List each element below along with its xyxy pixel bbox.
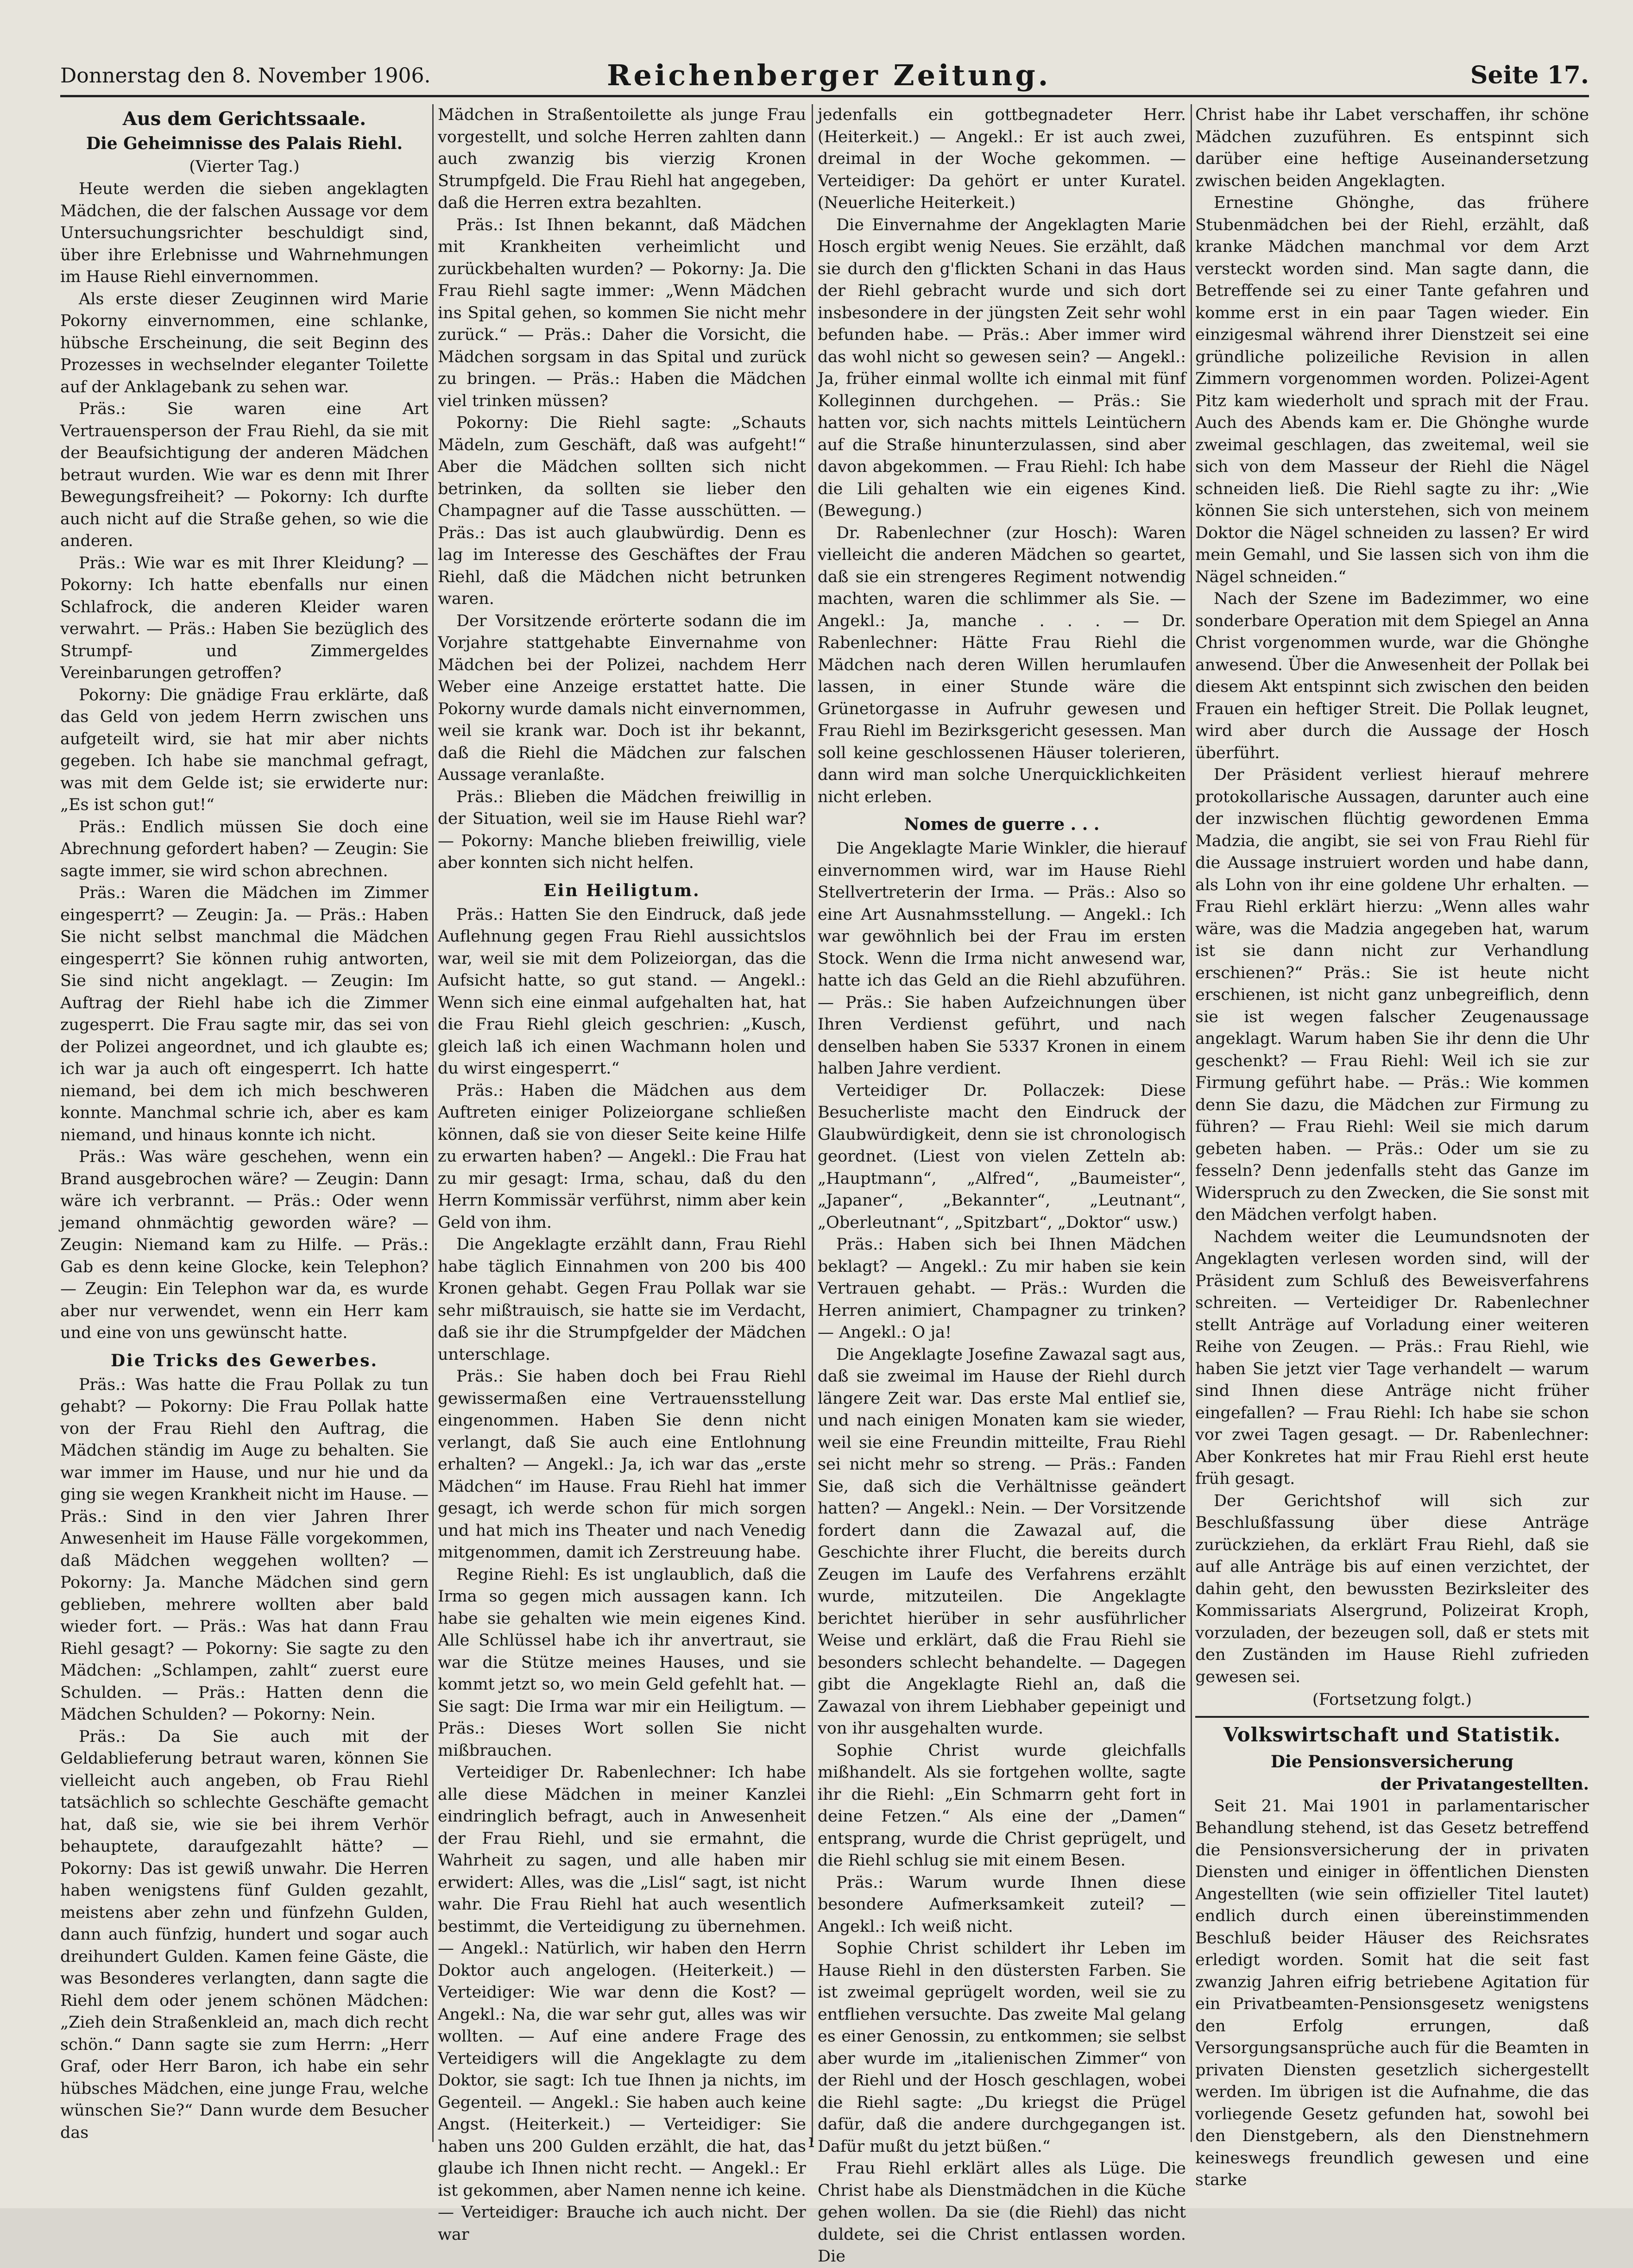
- paragraph: Nach der Szene im Badezimmer, wo eine sonderbare Operation mit dem Spiegel an Anna Christ vorgenommen wurde, war die Ghönghe anwesend. Über die Anwesenheit der Pollak bei diesem Akt entspinnt sich zwischen den beiden Frauen ein heftiger Streit. Die Pollak leugnet, wird aber durch die Aussage der Hosch überführt.: [1195, 590, 1589, 762]
- paragraph: Regine Riehl: Es ist unglaublich, daß die Irma so gegen mich aussagen kann. Ich habe sie gehalten wie mein eigenes Kind. Alle Schlüssel habe ich ihr anvertraut, sie war die Stütze meines Hauses, und sie kommt jetzt so, wo mein Geld gefehlt hat. — Sie sagt: Die Irma war mir ein Heiligtum. — Präs.: Dieses Wort sollen Sie nicht mißbrauchen.: [438, 1565, 806, 1760]
- paragraph: Präs.: Blieben die Mädchen freiwillig in der Situation, weil sie im Hause Riehl war? — Pokorny: Manche blieben freiwillig, viele aber konnten sich nicht helfen.: [438, 787, 806, 872]
- page-header: [60, 56, 1589, 107]
- article-title-line-2: der Privatangestellten.: [1380, 1775, 1589, 1794]
- subsection-heading: Nomes de guerre . . .: [904, 815, 1100, 834]
- paragraph: Verteidiger Dr. Rabenlechner: Ich habe alle diese Mädchen in meiner Kanzlei eindringlich befragt, auch in Anwesenheit der Frau Riehl, und sie ermahnt, die Wahrheit zu sagen, und alle haben mir erwidert: Alles, was die „Lisl“ sagt, ist nicht wahr. Die Frau Riehl hat auch wesentlich bestimmt, die Verteidigung zu übernehmen. — Angekl.: Natürlich, wir haben den Herrn Doktor auch angelogen. (Heiterkeit.) — Verteidiger: Wie war denn die Kost? — Angekl.: Na, die war sehr gut, alles was wir wollten. — Auf eine andere Frage des Verteidigers will die Angeklagte zu dem Doktor, sie sagt: Ich tue Ihnen ja nichts, im Gegenteil. — Angekl.: Sie haben auch keine Angst. (Heiterkeit.) — Verteidiger: Sie haben uns 200 Gulden erzählt, die hat, das glaube ich Ihnen nicht recht. — Angekl.: Er ist gekommen, aber Namen nenne ich keine. — Verteidiger: Brauche ich auch nicht. Der war: [438, 1763, 806, 2244]
- paragraph: jedenfalls ein gottbegnadeter Herr. (Heiterkeit.) — Angekl.: Er ist auch zwei, dreimal in der Woche gekommen. — Verteidiger: Da gehört er unter Kuratel. (Neuerliche Heiterkeit.): [818, 106, 1186, 212]
- paragraph: Der Präsident verliest hierauf mehrere protokollarische Aussagen, darunter auch eine der inzwischen flüchtig gewordenen Emma Madzia, die angibt, sie sei von Frau Riehl für die Aussage instruiert worden und habe dann, als Lohn von ihr eine goldene Uhr erhalten. — Frau Riehl erklärt hierzu: „Wenn alles wahr wäre, was die Madzia angegeben hat, warum ist sie dann nicht zur Verhandlung erschienen?“ Präs.: Sie ist heute nicht erschienen, ist nicht ganz unbegreiflich, denn sie ist wegen falscher Zeugenaussage angeklagt. Warum haben Sie ihr denn die Uhr geschenkt? — Frau Riehl: Weil ich sie zur Firmung geführt habe. — Präs.: Wie kommen denn Sie dazu, die Mädchen zur Firmung zu führen? — Frau Riehl: Weil sie mich darum gebeten haben. — Präs.: Oder um sie zu fesseln? Denn jedenfalls steht das Ganze im Widerspruch zu den Zwecken, die Sie sonst mit den Mädchen verfolgt haben.: [1195, 766, 1589, 1224]
- paragraph: Ernestine Ghönghe, das frühere Stubenmädchen bei der Riehl, erzählt, daß kranke Mädchen manchmal vor dem Arzt versteckt worden sind. Man sagte dann, die Betreffende sei zu einer Tante gefahren und komme erst in ein paar Tagen wieder. Ein einzigesmal während ihrer Dienstzeit sei eine gründliche polizeiliche Revision in allen Zimmern vorgenommen worden. Polizei-Agent Pitz kam wiederholt und sprach mit der Frau. Auch des Abends kam er. Die Ghönghe wurde zweimal geschlagen, das zweitemal, weil sie sich von dem Masseur der Riehl die Nägel schneiden ließ. Die Riehl sagte zu ihr: „Wie können Sie sich unterstehen, sich von meinem Doktor die Nägel schneiden zu lassen? Er wird mein Gemahl, und Sie lassen sich von ihm die Nägel schneiden.“: [1195, 194, 1589, 586]
- paragraph: Präs.: Haben sich bei Ihnen Mädchen beklagt? — Angekl.: Zu mir haben sie kein Vertrauen gehabt. — Präs.: Wurden die Herren animiert, Champagner zu trinken? — Angekl.: O ja!: [818, 1235, 1186, 1342]
- paragraph: Nachdem weiter die Leumundsnoten der Angeklagten verlesen worden sind, will der Präsident zum Schluß des Beweisverfahrens schreiten. — Verteidiger Dr. Rabenlechner stellt Anträge auf Vorladung einer weiteren Reihe von Zeugen. — Präs.: Frau Riehl, wie haben Sie jetzt vier Tage verhandelt — warum sind Ihnen diese Anträge nicht früher eingefallen? — Frau Riehl: Ich habe sie schon vor zwei Tagen gesagt. — Dr. Rabenlechner: Aber Konkretes hat mir Frau Riehl erst heute früh gesagt.: [1195, 1227, 1589, 1488]
- paragraph: Der Vorsitzende erörterte sodann die im Vorjahre stattgehabte Einvernahme von Mädchen bei der Polizei, nachdem Herr Weber eine Anzeige erstattet hatte. Die Pokorny wurde damals nicht einvernommen, weil sie krank war. Doch ist ihr bekannt, daß die Riehl die Mädchen zur falschen Aussage veranlaßte.: [438, 611, 806, 784]
- paragraph: Präs.: Wie war es mit Ihrer Kleidung? — Pokorny: Ich hatte ebenfalls nur einen Schlafrock, die anderen Kleider waren verwahrt. — Präs.: Haben Sie bezüglich des Strumpf- und Zimmergeldes Vereinbarungen getroffen?: [60, 553, 429, 682]
- column-2: [438, 104, 806, 2244]
- paragraph: Die Angeklagte Josefine Zawazal sagt aus, daß sie zweimal im Hause der Riehl durch längere Zeit war. Das erste Mal entlief sie, und nach einigen Monaten kam sie wieder, weil sie eine Freundin mitteilte, Frau Riehl sei nicht mehr so streng. — Präs.: Fanden Sie, daß sich die Verhältnisse geändert hatten? — Angekl.: Nein. — Der Vorsitzende fordert dann die Zawazal auf, die Geschichte ihrer Flucht, die bereits durch Zeugen im Laufe des Verfahrens erzählt wurde, mitzuteilen. Die Angeklagte berichtet hierüber in sehr ausführlicher Weise und erklärt, daß die Frau Riehl sie besonders schlecht behandelte. — Dagegen gibt die Angeklagte Riehl an, daß die Zawazal von ihrem Liebhaber gepeinigt und von ihr ausgehalten wurde.: [818, 1345, 1186, 1738]
- article-title: Die Geheimnisse des Palais Riehl.: [86, 134, 403, 153]
- section-heading: Volkswirtschaft und Statistik.: [1195, 1716, 1589, 1748]
- paragraph: Präs.: Endlich müssen Sie doch eine Abrechnung gefordert haben? — Zeugin: Sie sagte immer, sie wird schon abrechnen.: [60, 817, 429, 880]
- paragraph: Verteidiger Dr. Pollaczek: Diese Besucherliste macht den Eindruck der Glaubwürdigkeit, denn sie ist chronologisch geordnet. (Liest von vielen Zetteln ab: „Hauptmann“, „Alfred“, „Baumeister“, „Japaner“, „Bekannter“, „Leutnant“, „Oberleutnant“, „Spitzbart“, „Doktor“ usw.): [818, 1081, 1186, 1232]
- paragraph: Pokorny: Die Riehl sagte: „Schauts Mädeln, zum Geschäft, daß was aufgeht!“ Aber die Mädchen sollten sich nicht betrinken, da sollten sie lieber den Champagner auf die Tasse ausschütten. — Präs.: Das ist auch glaubwürdig. Denn es lag im Interesse des Geschäftes der Frau Riehl, daß die Mädchen nicht betrunken waren.: [438, 414, 806, 608]
- paragraph: Präs.: Was wäre geschehen, wenn ein Brand ausgebrochen wäre? — Zeugin: Dann wäre ich verbrannt. — Präs.: Oder wenn jemand ohnmächtig geworden wäre? — Zeugin: Niemand kam zu Hilfe. — Präs.: Gab es denn keine Glocke, kein Telephon? — Zeugin: Ein Telephon war da, es wurde aber nur verwendet, wenn ein Herr kam und eine von uns gewünscht hatte.: [60, 1148, 429, 1342]
- paragraph: Mädchen in Straßentoilette als junge Frau vorgestellt, und solche Herren zahlten dann auch zwanzig bis vierzig Kronen Strumpfgeld. Die Frau Riehl hat angegeben, daß die Herren extra bezahlten.: [438, 106, 806, 212]
- page-number: Seite 17.: [1470, 61, 1589, 89]
- column-1: [60, 104, 429, 2142]
- article-subtitle: (Vierter Tag.): [189, 157, 300, 176]
- column-divider: [812, 104, 813, 2142]
- paragraph: Heute werden die sieben angeklagten Mädchen, die der falschen Aussage vor dem Untersuchungsrichter beschuldigt sind, über ihre Erlebnisse und Wahrnehmungen im Hause Riehl einvernommen.: [60, 180, 429, 286]
- paragraph: Pokorny: Die gnädige Frau erklärte, daß das Geld von jedem Herrn zwischen uns aufgeteilt wird, sie hat mir aber nichts gegeben. Ich habe sie manchmal gefragt, was mit dem Gelde ist; sie erwiderte nur: „Es ist schon gut!“: [60, 685, 429, 814]
- paragraph: Präs.: Warum wurde Ihnen diese besondere Aufmerksamkeit zuteil? — Angekl.: Ich weiß nicht.: [818, 1873, 1186, 1936]
- paragraph: Als erste dieser Zeuginnen wird Marie Pokorny einvernommen, eine schlanke, hübsche Erscheinung, die seit Beginn des Prozesses in wechselnder eleganter Toilette auf der Anklagebank zu sehen war.: [60, 289, 429, 396]
- paragraph: Präs.: Hatten Sie den Eindruck, daß jede Auflehnung gegen Frau Riehl aussichtslos war, weil sie mit dem Polizeiorgan, das die Aufsicht hatte, so gut stand. — Angekl.: Wenn sich eine einmal aufgehalten hat, hat die Frau Riehl gleich geschrien: „Kusch, gleich laß ich einen Wachmann holen und du wirst eingesperrt.“: [438, 905, 806, 1078]
- paragraph: Die Angeklagte erzählt dann, Frau Riehl habe täglich Einnahmen von 200 bis 400 Kronen gehabt. Gegen Frau Pollak war sie sehr mißtrauisch, sie hatte sie im Verdacht, daß sie ihr die Strumpfgelder der Mädchen unterschlage.: [438, 1235, 806, 1364]
- subsection-heading: Ein Heiligtum.: [543, 880, 700, 900]
- column-divider: [1191, 104, 1192, 2142]
- paragraph: Dr. Rabenlechner (zur Hosch): Waren vielleicht die anderen Mädchen so geartet, daß sie ein strengeres Regiment notwendig machten, waren die schlimmer als Sie. — Angekl.: Ja, manche . . . — Dr. Rabenlechner: Hätte Frau Riehl die Mädchen nach deren Willen herumlaufen lassen, in einer Stunde wäre die Grünetorgasse in Aufruhr gewesen und Frau Riehl im Bezirksgericht gesessen. Man soll keine geschlossenen Häuser tolerieren, dann wird man solche Unerquicklichkeiten nicht erleben.: [818, 523, 1186, 806]
- footer-mark: ı: [808, 2130, 814, 2152]
- newspaper-title: Reichenberger Zeitung.: [607, 58, 1051, 92]
- continuation-note: (Fortsetzung folgt.): [1312, 1690, 1472, 1709]
- paragraph: Sophie Christ wurde gleichfalls mißhandelt. Als sie fortgehen wollte, sagte ihr die Riehl: „Ein Schmarrn geht fort in deine Fetzen.“ Als eine der „Damen“ entsprang, wurde die Christ geprügelt, und die Riehl schlug sie mit einem Besen.: [818, 1741, 1186, 1870]
- paragraph: Sophie Christ schildert ihr Leben im Hause Riehl in den düstersten Farben. Sie ist zweimal geprügelt worden, weil sie zu entfliehen versuchte. Das zweite Mal gelang es einer Genossin, zu entkommen; sie selbst aber wurde im „italienischen Zimmer“ von der Riehl und der Hosch geschlagen, wobei die Riehl sagte: „Du kriegst die Prügel dafür, daß die andere durchgegangen ist. Dafür mußt du jetzt büßen.“: [818, 1939, 1186, 2156]
- article-title: Die Pensionsversicherung: [1270, 1752, 1514, 1772]
- paragraph: Die Einvernahme der Angeklagten Marie Hosch ergibt wenig Neues. Sie erzählt, daß sie durch den g'flickten Schani in das Haus der Riehl gebracht wurde und sich dort insbesondere in der jüngsten Zeit sehr wohl befunden habe. — Präs.: Aber immer wird das wohl nicht so gewesen sein? — Angekl.: Ja, früher einmal wollte ich einmal mit fünf Kolleginnen durchgehen. — Präs.: Sie hatten vor, sich nachts mittels Leintüchern auf die Straße hinunterzulassen, sind aber davon abgekommen. — Frau Riehl: Ich habe die Lili gehalten wie ein eigenes Kind. (Bewegung.): [818, 215, 1186, 520]
- paragraph: Seit 21. Mai 1901 in parlamentarischer Behandlung stehend, ist das Gesetz betreffend die Pensionsversicherung der in privaten Diensten und einiger in öffentlichen Diensten Angestellten (wie sein offizieller Titel lautet) endlich durch einen übereinstimmenden Beschluß beider Häuser des Reichsrates erledigt worden. Somit hat die seit fast zwanzig Jahren eifrig betriebene Agitation für ein Privatbeamten-Pensionsgesetz wenigstens den Erfolg errungen, daß Versorgungsansprüche auch für die Beamten in privaten Diensten gesetzlich sichergestellt werden. Im übrigen ist die Aufnahme, die das vorliegende Gesetz gefunden hat, sowohl bei den Dienstgebern, als den Dienstnehmern keineswegs freundlich gewesen und eine starke: [1195, 1797, 1589, 2189]
- issue-date: Donnerstag den 8. November 1906.: [60, 64, 431, 88]
- header-rule: [60, 95, 1589, 97]
- paragraph: Der Gerichtshof will sich zur Beschlußfassung über diese Anträge zurückziehen, da erklärt Frau Riehl, daß sie auf alle Anträge bis auf einen verzichtet, der dahin geht, den bewussten Bezirksleiter des Kommissariats Alsergrund, Polizeirat Kroph, vorzuladen, der bezeugen soll, daß er stets mit den Zuständen im Hause Riehl zufrieden gewesen sei.: [1195, 1491, 1589, 1686]
- paragraph: Präs.: Was hatte die Frau Pollak zu tun gehabt? — Pokorny: Die Frau Pollak hatte von der Frau Riehl den Auftrag, die Mädchen ständig im Auge zu behalten. Sie war immer im Hause, und nur hie und da ging sie wegen Krankheit nicht im Hause. — Präs.: Sind in den vier Jahren Ihrer Anwesenheit im Hause Fälle vorgekommen, daß Mädchen weggehen wollten? — Pokorny: Ja. Manche Mädchen sind gern geblieben, mehrere wollten aber bald wieder fort. — Präs.: Was hat dann Frau Riehl gesagt? — Pokorny: Sie sagte zu den Mädchen: „Schlampen, zahlt“ zuerst eure Schulden. — Präs.: Hatten denn die Mädchen Schulden? — Pokorny: Nein.: [60, 1375, 429, 1724]
- paragraph: Präs.: Ist Ihnen bekannt, daß Mädchen mit Krankheiten verheimlicht und zurückbehalten wurden? — Pokorny: Ja. Die Frau Riehl sagte immer: „Wenn Mädchen ins Spital gehen, so kommen Sie nicht mehr zurück.“ — Präs.: Daher die Vorsicht, die Mädchen sorgsam in das Spital und zurück zu bringen. — Präs.: Haben die Mädchen viel trinken müssen?: [438, 215, 806, 410]
- paragraph: Präs.: Waren die Mädchen im Zimmer eingesperrt? — Zeugin: Ja. — Präs.: Haben Sie nicht selbst manchmal die Mädchen eingesperrt? Sie können ruhig antworten, Sie sind nicht angeklagt. — Zeugin: Im Auftrag der Riehl habe ich die Zimmer zugesperrt. Die Frau sagte mir, das sei von der Polizei angeordnet, und ich glaubte es; ich war ja auch oft eingesperrt. Ich hatte niemand, bei dem ich mich beschweren konnte. Manchmal schrie ich, aber es kam niemand, und hinaus konnte ich nicht.: [60, 884, 429, 1144]
- paragraph: Präs.: Haben die Mädchen aus dem Auftreten einiger Polizeiorgane schließen können, daß sie von dieser Seite keine Hilfe zu erwarten haben? — Angekl.: Die Frau hat zu mir gesagt: Irma, schau, daß du den Herrn Kommissär verführst, nimm aber kein Geld von ihm.: [438, 1081, 806, 1232]
- paragraph: Präs.: Sie haben doch bei Frau Riehl gewissermaßen eine Vertrauensstellung eingenommen. Haben Sie denn nicht verlangt, daß Sie auch eine Entlohnung erhalten? — Angekl.: Ja, ich war das „erste Mädchen“ im Hause. Frau Riehl hat immer gesagt, ich werde schon für mich sorgen und hat mich ins Theater und nach Venedig mitgenommen, damit ich Zerstreuung habe.: [438, 1367, 806, 1562]
- paragraph: Präs.: Da Sie auch mit der Geldablieferung betraut waren, können Sie vielleicht auch angeben, ob Frau Riehl tatsächlich so schlechte Geschäfte gemacht hat, daß sie, wie sie bei ihrem Verhör behauptete, daraufgezahlt hätte? — Pokorny: Das ist gewiß unwahr. Die Herren haben wenigstens fünf Gulden gezahlt, meistens aber zehn und fünfzehn Gulden, dann auch fünfzig, hundert und sogar auch dreihundert Gulden. Kamen feine Gäste, die was Besonderes verlangten, dann sagte die Riehl dem oder jenem schönen Mädchen: „Zieh dein Straßenkleid an, mach dich recht schön.“ Dann sagte sie zum Herrn: „Herr Graf, oder Herr Baron, ich habe ein sehr hübsches Mädchen, eine junge Frau, welche wünschen Sie?“ Dann wurde dem Besucher das: [60, 1727, 429, 2142]
- subsection-heading: Die Tricks des Gewerbes.: [110, 1351, 378, 1370]
- paragraph: Präs.: Sie waren eine Art Vertrauensperson der Frau Riehl, da sie mit der Beaufsichtigung der anderen Mädchen betraut wurden. Wie war es denn mit Ihrer Bewegungsfreiheit? — Pokorny: Ich durfte auch nicht auf die Straße gehen, so wie die anderen.: [60, 400, 429, 550]
- section-heading: Aus dem Gerichtssaale.: [122, 108, 366, 130]
- column-3: [818, 104, 1186, 2266]
- paragraph: Die Angeklagte Marie Winkler, die hierauf einvernommen wird, war im Hause Riehl Stellvertreterin der Irma. — Präs.: Also so eine Art Ausnahmsstellung. — Angekl.: Ich war gewöhnlich bei der Frau im ersten Stock. Wenn die Irma nicht anwesend war, hatte ich das Geld an die Riehl abzuführen. — Präs.: Sie haben Aufzeichnungen über Ihren Verdienst geführt, und nach denselben haben Sie 5337 Kronen in einem halben Jahre verdient.: [818, 839, 1186, 1078]
- column-4: [1195, 104, 1589, 2189]
- column-divider: [432, 104, 434, 2142]
- paragraph: Christ habe ihr Labet verschaffen, ihr schöne Mädchen zuzuführen. Es entspinnt sich darüber eine heftige Auseinandersetzung zwischen beiden Angeklagten.: [1195, 106, 1589, 190]
- paragraph: Frau Riehl erklärt alles als Lüge. Die Christ habe als Dienstmädchen in die Küche gehen wollen. Da sie (die Riehl) das nicht duldete, sei die Christ entlassen worden. Die: [818, 2159, 1186, 2266]
